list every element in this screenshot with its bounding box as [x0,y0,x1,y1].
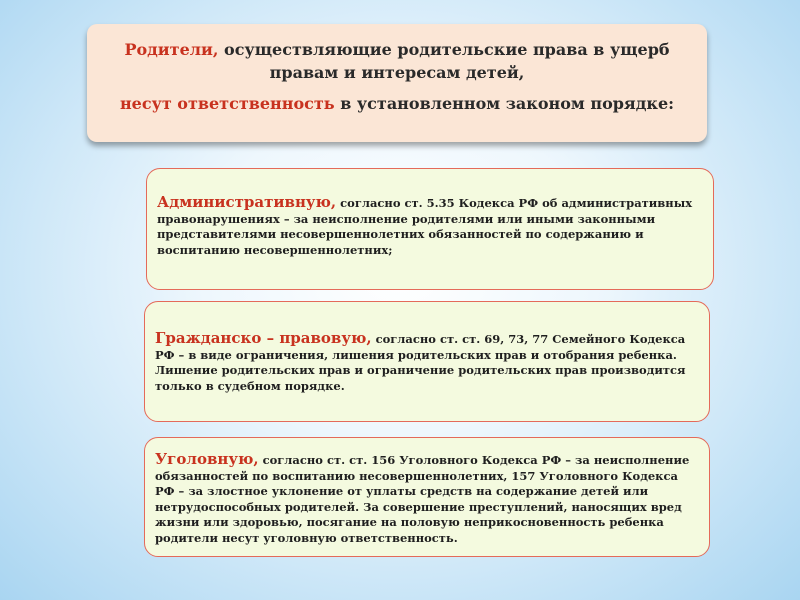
header-box [87,24,707,142]
header-parents-label: Родители, [124,40,219,59]
civil-card [144,301,710,422]
header-line-3-text: в установленном законом порядке: [334,94,675,113]
header-line-2: правам и интересам детей, [269,63,525,82]
civil-text: согласно ст. ст. 69, 73, 77 Семейного Кодекса РФ – в виде ограничения, лишения родительских прав и отобрания ребенка. Лишение родительских прав и ограничение родительских прав производится только в судебном порядке. [155,332,686,393]
criminal-text: согласно ст. ст. 156 Уголовного Кодекса РФ – за неисполнение обязанностей по воспитанию несовершеннолетних, 157 Уголовного Кодекса РФ – за злостное уклонение от уплаты средств на содержание детей или нетрудоспособных родителей. За совершение преступлений, наносящих вред жизни или здоровью, посягание на половую неприкосновенность ребенка родители несут уголовную ответственность. [155,453,690,545]
administrative-text: согласно ст. 5.35 Кодекса РФ об административных правонарушениях – за неисполнение родителями или иными законными представителями несовершеннолетних обязанностей по содержанию и воспитанию несовершеннолетних; [157,196,693,257]
criminal-card [144,437,710,557]
header-line-1 [97,38,697,61]
header-line-1-text: осуществляющие родительские права в ущерб [218,40,670,59]
header-responsibility-label: несут ответственность [119,94,335,113]
header-line-3 [97,92,697,115]
administrative-title: Административную, [157,193,337,211]
administrative-card [146,168,714,290]
criminal-title: Уголовную, [155,450,259,468]
civil-title: Гражданско – правовую, [155,329,372,347]
